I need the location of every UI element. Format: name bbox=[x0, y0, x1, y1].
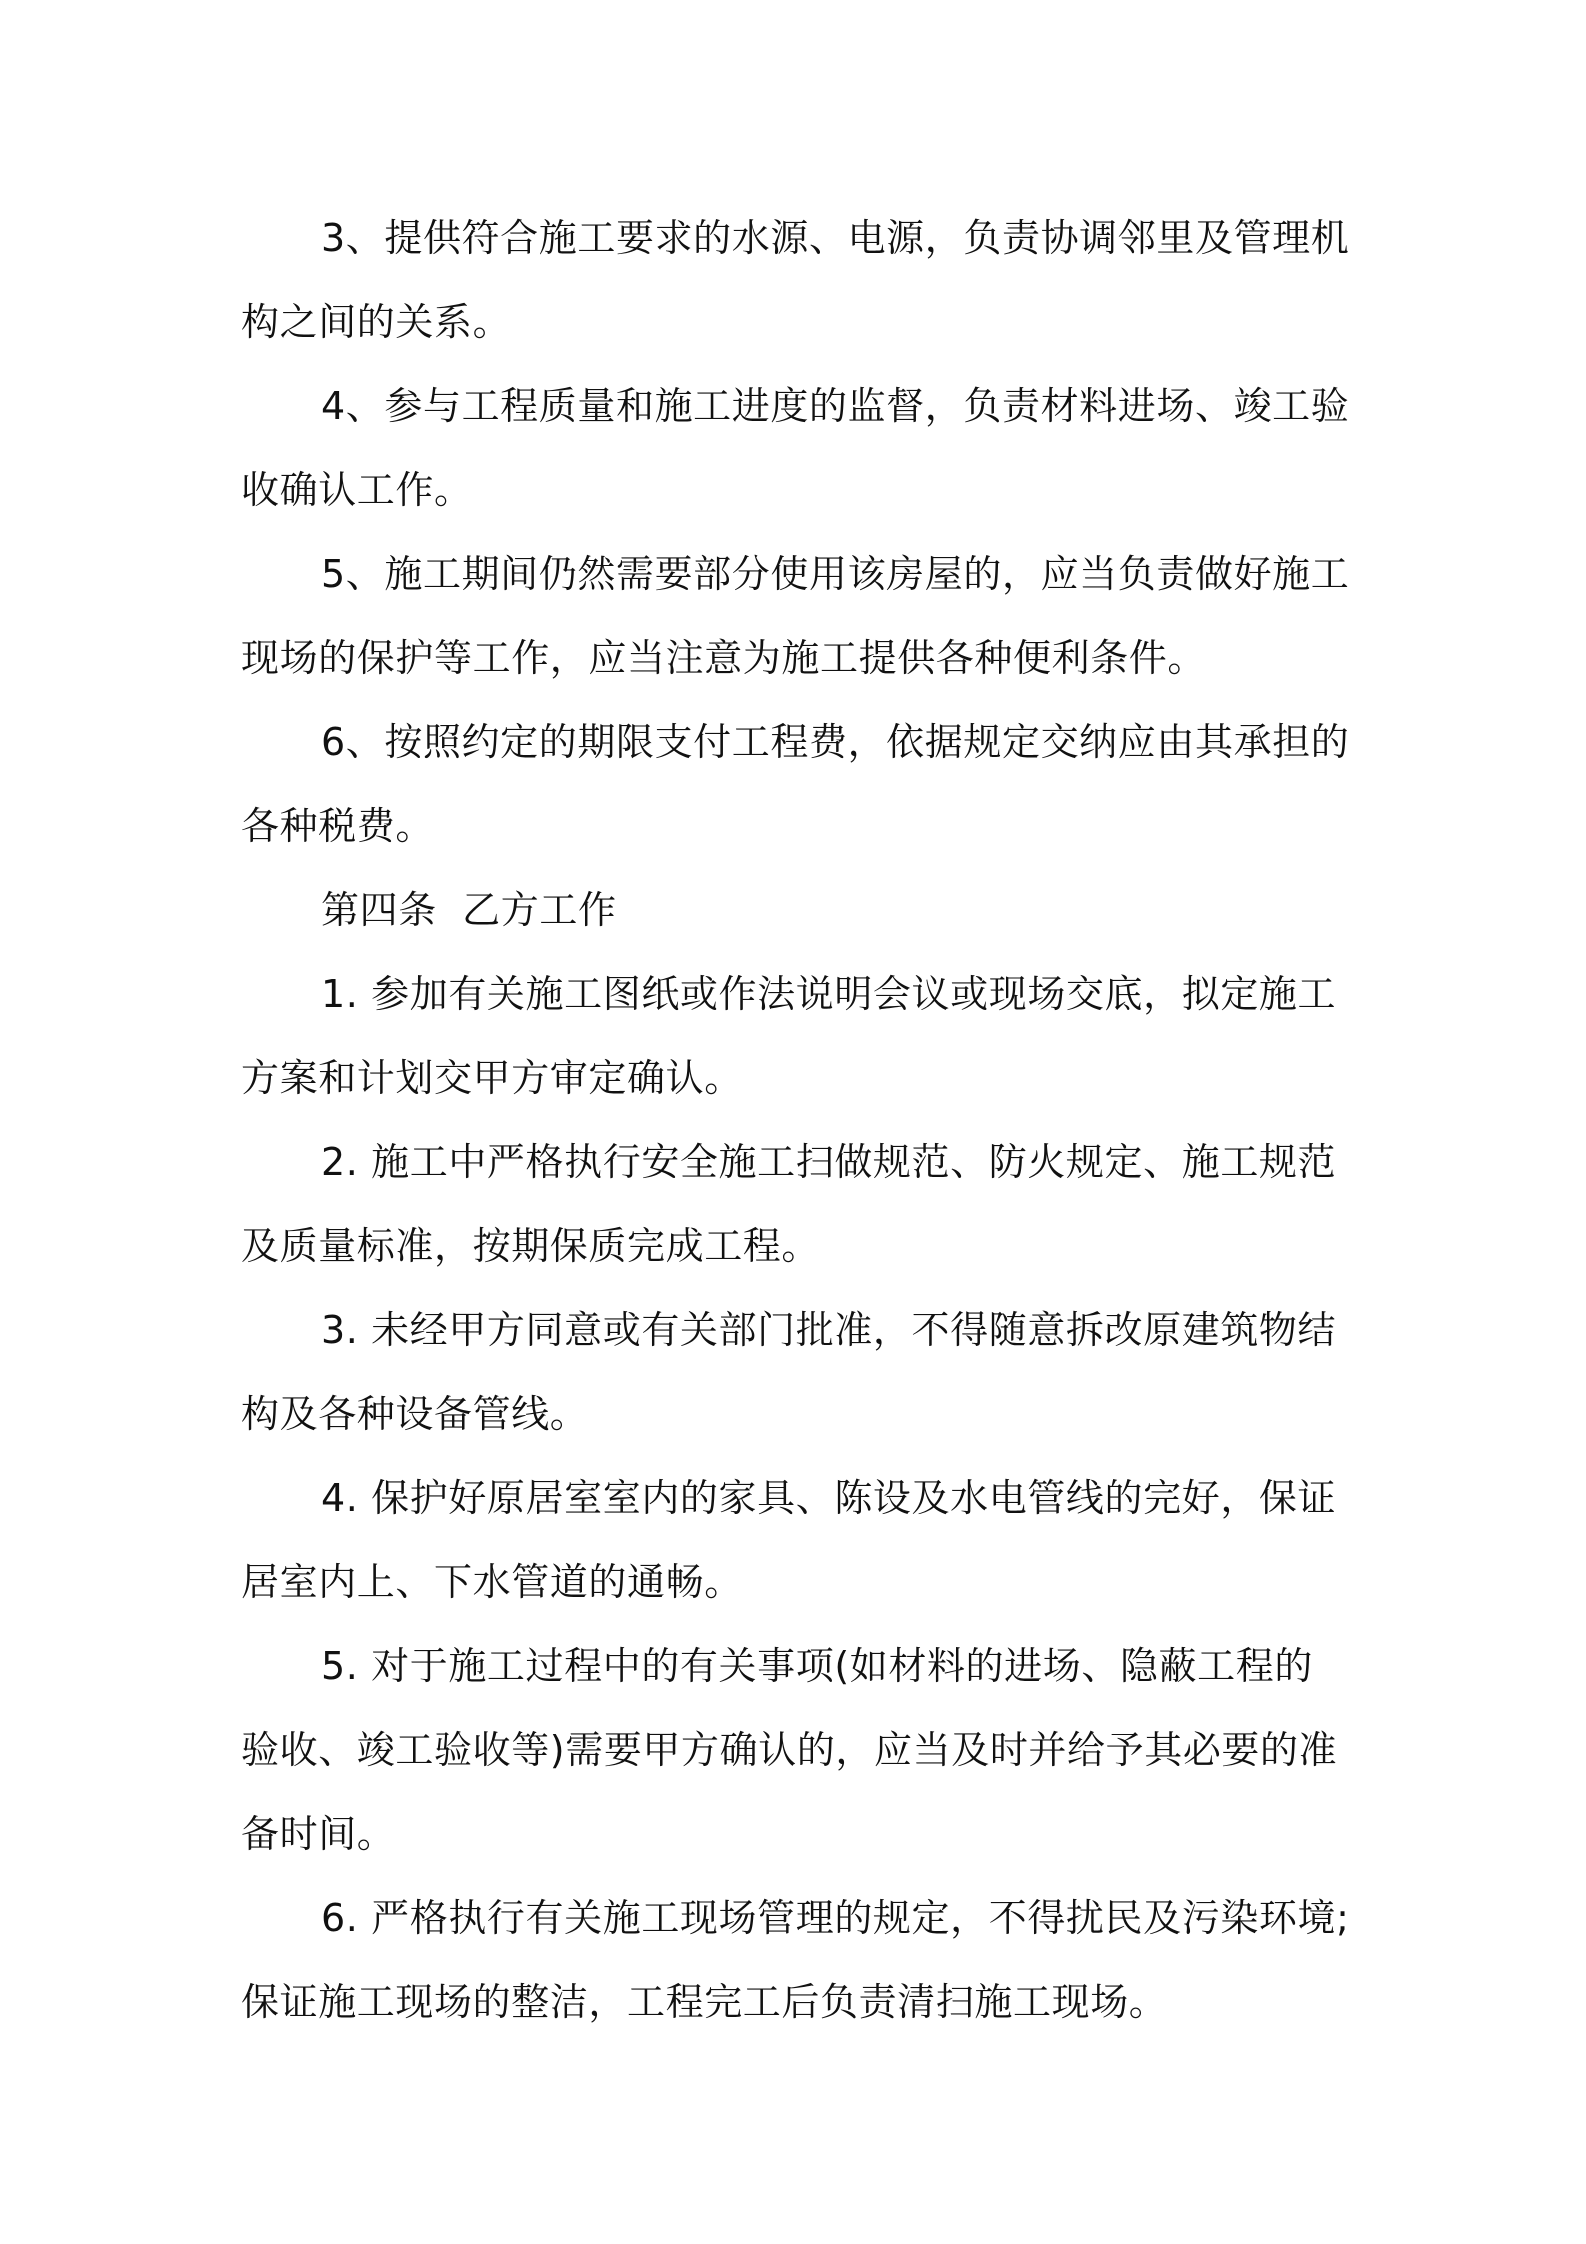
paragraph-party-b-item-6: 6. 严格执行有关施工现场管理的规定，不得扰民及污染环境;保证施工现场的整洁，工程完工后负责清扫施工现场。 bbox=[241, 1896, 1350, 2024]
paragraph-party-b-item-1: 1. 参加有关施工图纸或作法说明会议或现场交底，拟定施工方案和计划交甲方审定确认。 bbox=[241, 972, 1337, 1100]
paragraph-party-a-item-4: 4、参与工程质量和施工进度的监督，负责材料进场、竣工验收确认工作。 bbox=[241, 384, 1350, 512]
paragraph-party-a-item-6: 6、按照约定的期限支付工程费，依据规定交纳应由其承担的各种税费。 bbox=[241, 720, 1350, 848]
paragraph-party-b-item-4: 4. 保护好原居室室内的家具、陈设及水电管线的完好，保证居室内上、下水管道的通畅。 bbox=[241, 1476, 1337, 1604]
section-heading-article-4: 第四条 乙方工作 bbox=[321, 888, 617, 932]
paragraph-party-b-item-2: 2. 施工中严格执行安全施工扫做规范、防火规定、施工规范及质量标准，按期保质完成工程。 bbox=[241, 1140, 1337, 1268]
paragraph-party-b-item-3: 3. 未经甲方同意或有关部门批准，不得随意拆改原建筑物结构及各种设备管线。 bbox=[241, 1308, 1337, 1436]
document-body bbox=[241, 196, 1351, 2044]
paragraph-party-a-item-5: 5、施工期间仍然需要部分使用该房屋的，应当负责做好施工现场的保护等工作，应当注意为施工提供各种便利条件。 bbox=[241, 552, 1350, 680]
paragraph-party-a-item-3: 3、提供符合施工要求的水源、电源，负责协调邻里及管理机构之间的关系。 bbox=[241, 216, 1350, 344]
paragraph-party-b-item-5: 5. 对于施工过程中的有关事项(如材料的进场、隐蔽工程的验收、竣工验收等)需要甲方确认的，应当及时并给予其必要的准备时间。 bbox=[241, 1644, 1338, 1856]
